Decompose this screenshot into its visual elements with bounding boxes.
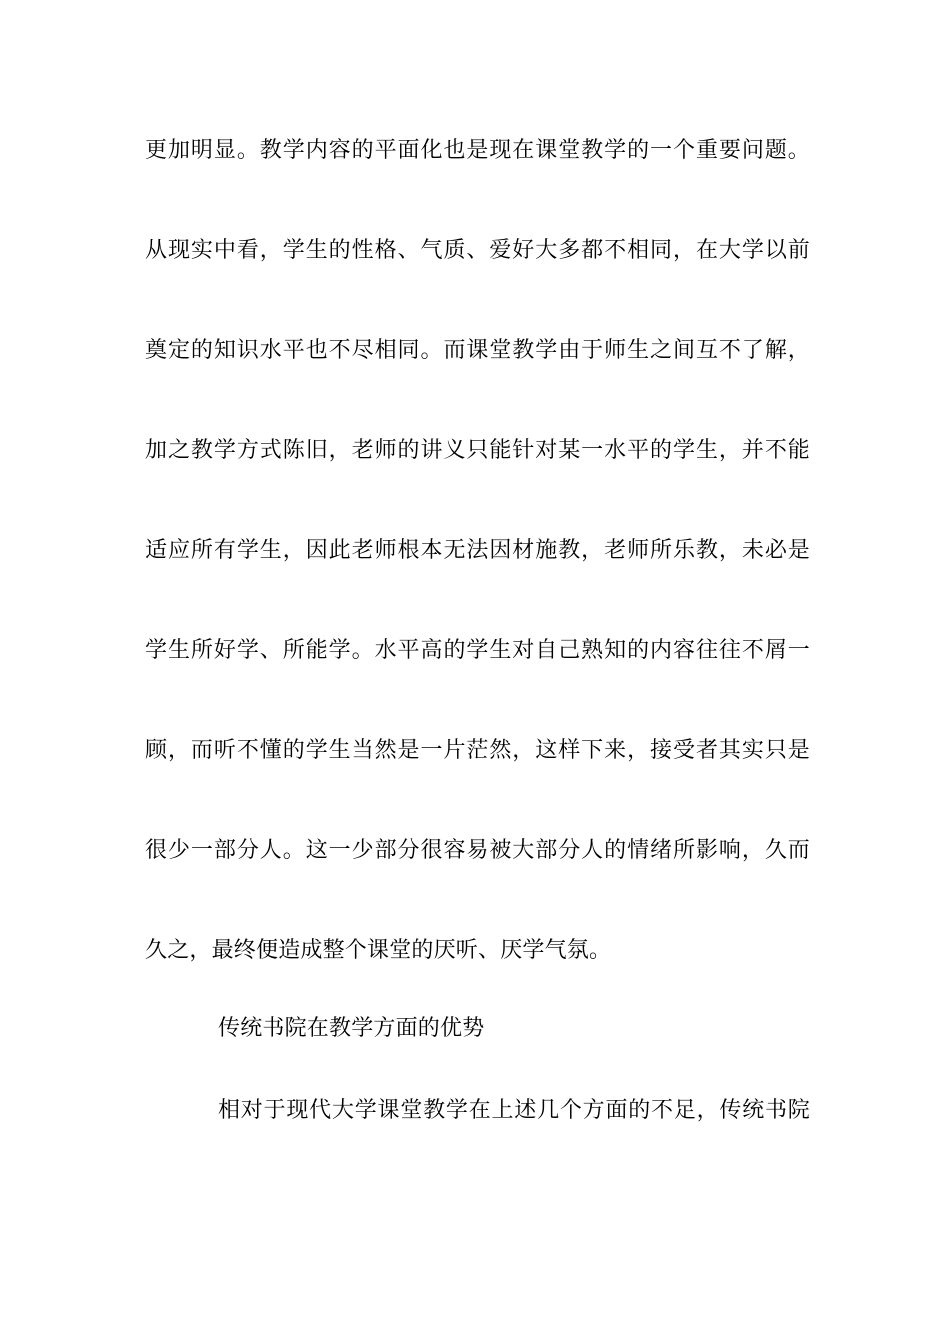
text-line: 从现实中看，学生的性格、气质、爱好大多都不相同，在大学以前 — [145, 238, 810, 263]
text-line: 奠定的知识水平也不尽相同。而课堂教学由于师生之间互不了解， — [145, 338, 810, 363]
text-line: 适应所有学生，因此老师根本无法因材施教，老师所乐教，未必是 — [145, 538, 810, 563]
text-line: 相对于现代大学课堂教学在上述几个方面的不足，传统书院 — [218, 1098, 810, 1123]
text-line: 久之，最终便造成整个课堂的厌听、厌学气氛。 — [145, 938, 612, 963]
text-line: 更加明显。教学内容的平面化也是现在课堂教学的一个重要问题。 — [145, 138, 810, 163]
section-heading: 传统书院在教学方面的优势 — [218, 1016, 485, 1041]
text-line: 顾，而听不懂的学生当然是一片茫然，这样下来，接受者其实只是 — [145, 738, 810, 763]
text-line: 很少一部分人。这一少部分很容易被大部分人的情绪所影响，久而 — [145, 838, 810, 863]
text-line: 学生所好学、所能学。水平高的学生对自己熟知的内容往往不屑一 — [145, 638, 810, 663]
text-line: 加之教学方式陈旧，老师的讲义只能针对某一水平的学生，并不能 — [145, 438, 810, 463]
